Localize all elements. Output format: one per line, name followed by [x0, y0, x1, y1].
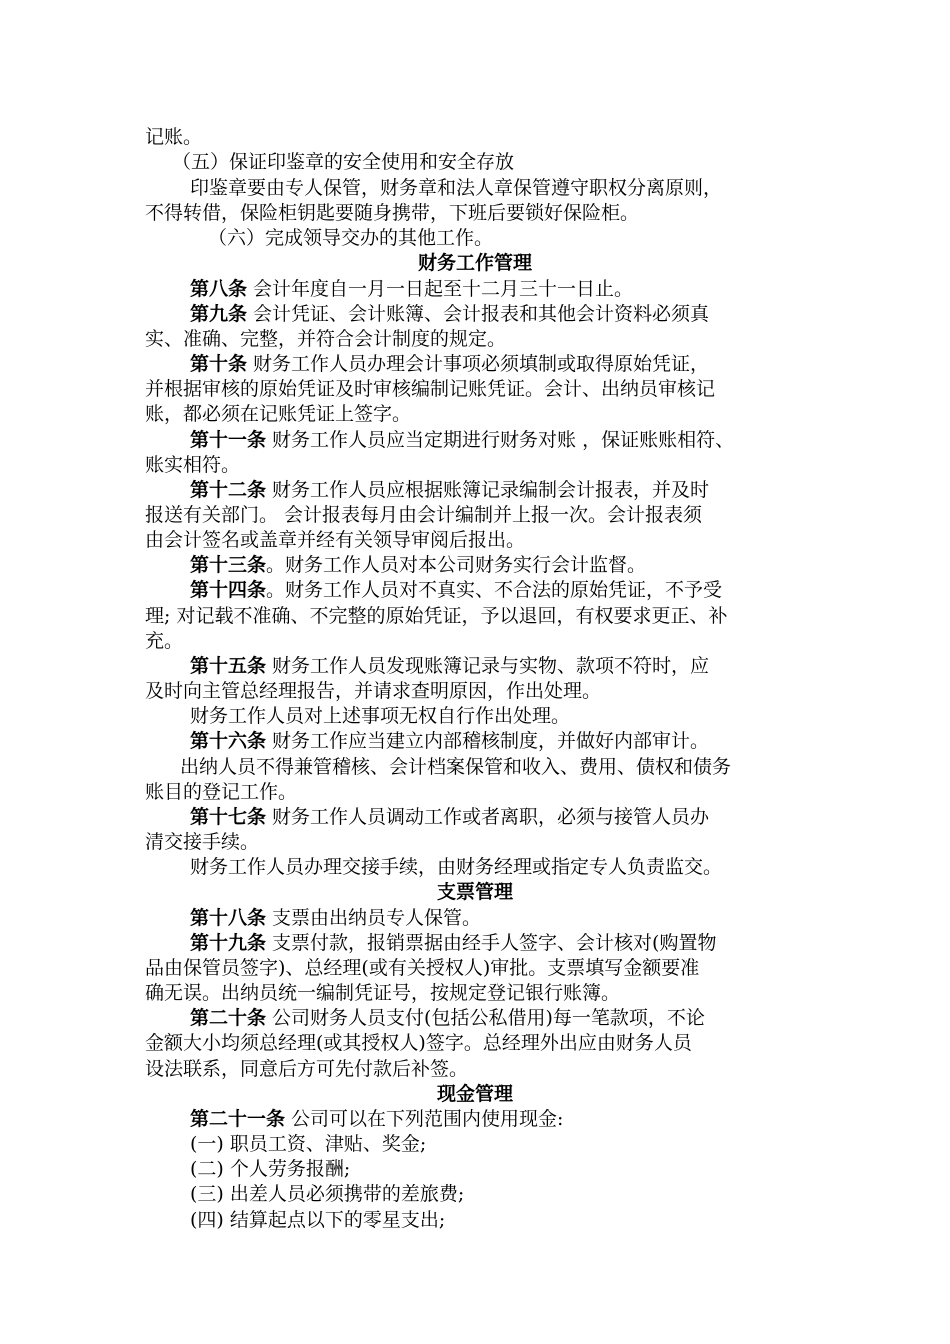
- text-line: 不得转借，保险柜钥匙要随身携带，下班后要锁好保险柜。: [145, 202, 640, 224]
- article-number: 第十二条: [190, 479, 267, 501]
- article-number: 第十八条: [190, 907, 267, 929]
- text-line: 设法联系，同意后方可先付款后补签。: [145, 1058, 469, 1080]
- article-number: 第十条: [190, 353, 248, 375]
- text-line: 充。: [145, 630, 184, 652]
- text-line: 第二十一条 公司可以在下列范围内使用现金:: [190, 1108, 564, 1130]
- section-heading: 财务工作管理: [417, 252, 532, 274]
- text-line: 理; 对记载不准确、不完整的原始凭证，予以退回，有权要求更正、补: [145, 605, 728, 627]
- text-line: 账目的登记工作。: [145, 781, 298, 803]
- article-number: 第八条: [190, 278, 248, 300]
- article-number: 第十五条: [190, 655, 267, 677]
- text-line: 金额大小均须总经理(或其授权人)签字。总经理外出应由财务人员: [145, 1032, 692, 1054]
- text-line: 第十一条 财务工作人员应当定期进行财务对账 ，保证账账相符、: [190, 429, 735, 451]
- text-line: (三) 出差人员必须携带的差旅费;: [190, 1183, 465, 1205]
- text-line: 印鉴章要由专人保管，财务章和法人章保管遵守职权分离原则，: [190, 177, 723, 199]
- article-number: 第十六条: [190, 730, 267, 752]
- text-line: 第十八条 支票由出纳员专人保管。: [190, 907, 482, 929]
- text-line: 第九条 会计凭证、会计账簿、会计报表和其他会计资料必须真: [190, 303, 710, 325]
- article-number: 第十四条: [190, 579, 267, 601]
- article-number: 第九条: [190, 303, 248, 325]
- text-line: 第十三条。财务工作人员对本公司财务实行会计监督。: [190, 554, 647, 576]
- text-line: 第十六条 财务工作应当建立内部稽核制度，并做好内部审计。: [190, 730, 710, 752]
- section-heading: 现金管理: [436, 1083, 513, 1105]
- article-number: 第十七条: [190, 806, 267, 828]
- text-line: (一) 职员工资、津贴、奖金;: [190, 1133, 427, 1155]
- text-line: 第十五条 财务工作人员发现账簿记录与实物、款项不符时，应: [190, 655, 710, 677]
- text-line: 第十四条。财务工作人员对不真实、不合法的原始凭证，不予受: [190, 579, 723, 601]
- article-number: 第二十一条: [190, 1108, 286, 1130]
- text-line: （五）保证印鉴章的安全使用和安全存放: [172, 151, 515, 173]
- text-line: 第十九条 支票付款，报销票据由经手人签字、会计核对(购置物: [190, 932, 717, 954]
- text-line: 第十条 财务工作人员办理会计事项必须填制或取得原始凭证，: [190, 353, 710, 375]
- text-line: 及时向主管总经理报告，并请求查明原因，作出处理。: [145, 680, 602, 702]
- article-number: 第十九条: [190, 932, 267, 954]
- text-line: （六）完成领导交办的其他工作。: [208, 227, 494, 249]
- text-line: 第十二条 财务工作人员应根据账簿记录编制会计报表，并及时: [190, 479, 710, 501]
- text-line: 由会计签名或盖章并经有关领导审阅后报出。: [145, 529, 526, 551]
- text-line: 记账。: [145, 126, 203, 148]
- text-line: 第二十条 公司财务人员支付(包括公私借用)每一笔款项，不论: [190, 1007, 705, 1029]
- text-line: 清交接手续。: [145, 831, 260, 853]
- text-line: 报送有关部门。 会计报表每月由会计编制并上报一次。会计报表须: [145, 504, 703, 526]
- text-line: 品由保管员签字)、总经理(或有关授权人)审批。支票填写金额要准: [145, 957, 700, 979]
- text-line: (四) 结算起点以下的零星支出;: [190, 1209, 446, 1231]
- text-line: 出纳人员不得兼管稽核、会计档案保管和收入、费用、债权和债务: [180, 756, 732, 778]
- text-line: 实、准确、完整，并符合会计制度的规定。: [145, 328, 507, 350]
- text-line: 财务工作人员对上述事项无权自行作出处理。: [190, 705, 571, 727]
- text-line: 第八条 会计年度自一月一日起至十二月三十一日止。: [190, 278, 634, 300]
- text-line: 账，都必须在记账凭证上签字。: [145, 403, 412, 425]
- article-number: 第十三条: [190, 554, 267, 576]
- article-number: 第十一条: [190, 429, 267, 451]
- text-line: 财务工作人员办理交接手续，由财务经理或指定专人负责监交。: [190, 856, 723, 878]
- section-heading: 支票管理: [436, 881, 513, 903]
- text-line: 第十七条 财务工作人员调动工作或者离职，必须与接管人员办: [190, 806, 710, 828]
- article-number: 第二十条: [190, 1007, 267, 1029]
- text-line: (二) 个人劳务报酬;: [190, 1158, 351, 1180]
- text-line: 账实相符。: [145, 454, 241, 476]
- text-line: 并根据审核的原始凭证及时审核编制记账凭证。会计、出纳员审核记: [145, 378, 716, 400]
- text-line: 确无误。出纳员统一编制凭证号，按规定登记银行账簿。: [145, 982, 621, 1004]
